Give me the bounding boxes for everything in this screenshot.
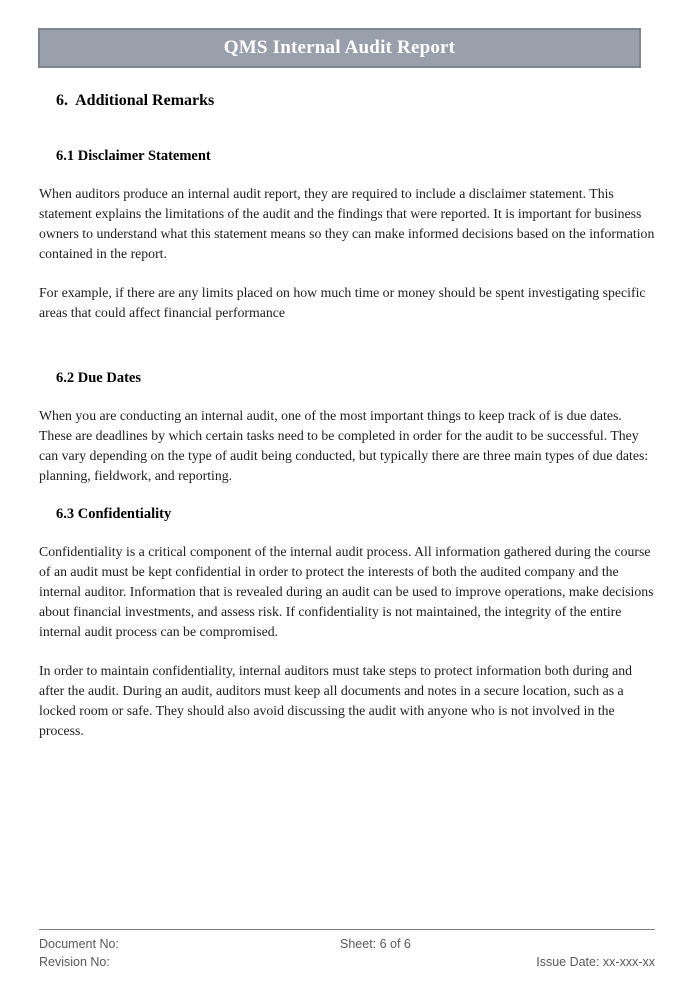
paragraph-disclaimer-2: For example, if there are any limits placed on how much time or money should be spent investigating specific areas that could affect financial performance — [39, 285, 646, 320]
footer-issue-date: Issue Date: xx-xxx-xx — [536, 955, 655, 969]
page-footer — [39, 929, 655, 971]
section-heading-additional-remarks: 6. Additional Remarks — [56, 92, 215, 109]
subsection-heading-confidentiality: 6.3 Confidentiality — [56, 506, 172, 522]
paragraph-disclaimer-1: When auditors produce an internal audit report, they are required to include a disclaimer statement. This statement explains the limitations of the audit and the findings that were reported. It is important for business owners to understand what this statement means so they can make informed decisions based on the information contained in the report. — [39, 186, 655, 261]
report-title-bar — [38, 28, 641, 68]
document-content — [0, 92, 694, 741]
report-title: QMS Internal Audit Report — [223, 37, 456, 58]
paragraph-due-dates: When you are conducting an internal audit, one of the most important things to keep track of is due dates. These are deadlines by which certain tasks need to be completed in order for the audit to be successful. They can vary depending on the type of audit being conducted, but typically there are three main types of due dates: planning, fieldwork, and reporting. — [39, 408, 649, 483]
paragraph-confidentiality-1: Confidentiality is a critical component of the internal audit process. All information gathered during the course of an audit must be kept confidential in order to protect the interests of both the audited company and the internal auditor. Information that is revealed during an audit can be used to improve operations, make decisions about financial investments, and assess risk. If confidentiality is not maintained, the integrity of the entire internal audit process can be compromised. — [39, 544, 654, 639]
subsection-heading-due-dates: 6.2 Due Dates — [56, 370, 141, 386]
footer-document-no-label: Document No: — [39, 937, 119, 951]
footer-row-2 — [39, 953, 655, 971]
footer-sheet-number: Sheet: 6 of 6 — [340, 937, 411, 951]
footer-revision-no-label: Revision No: — [39, 955, 110, 969]
subsection-heading-disclaimer-statement: 6.1 Disclaimer Statement — [56, 148, 211, 164]
paragraph-confidentiality-2: In order to maintain confidentiality, internal auditors must take steps to protect information both during and after the audit. During an audit, auditors must keep all documents and notes in a secure location, such as a locked room or safe. They should also avoid discussing the audit with anyone who is not involved in the process. — [39, 663, 632, 738]
footer-row-1 — [39, 935, 655, 953]
